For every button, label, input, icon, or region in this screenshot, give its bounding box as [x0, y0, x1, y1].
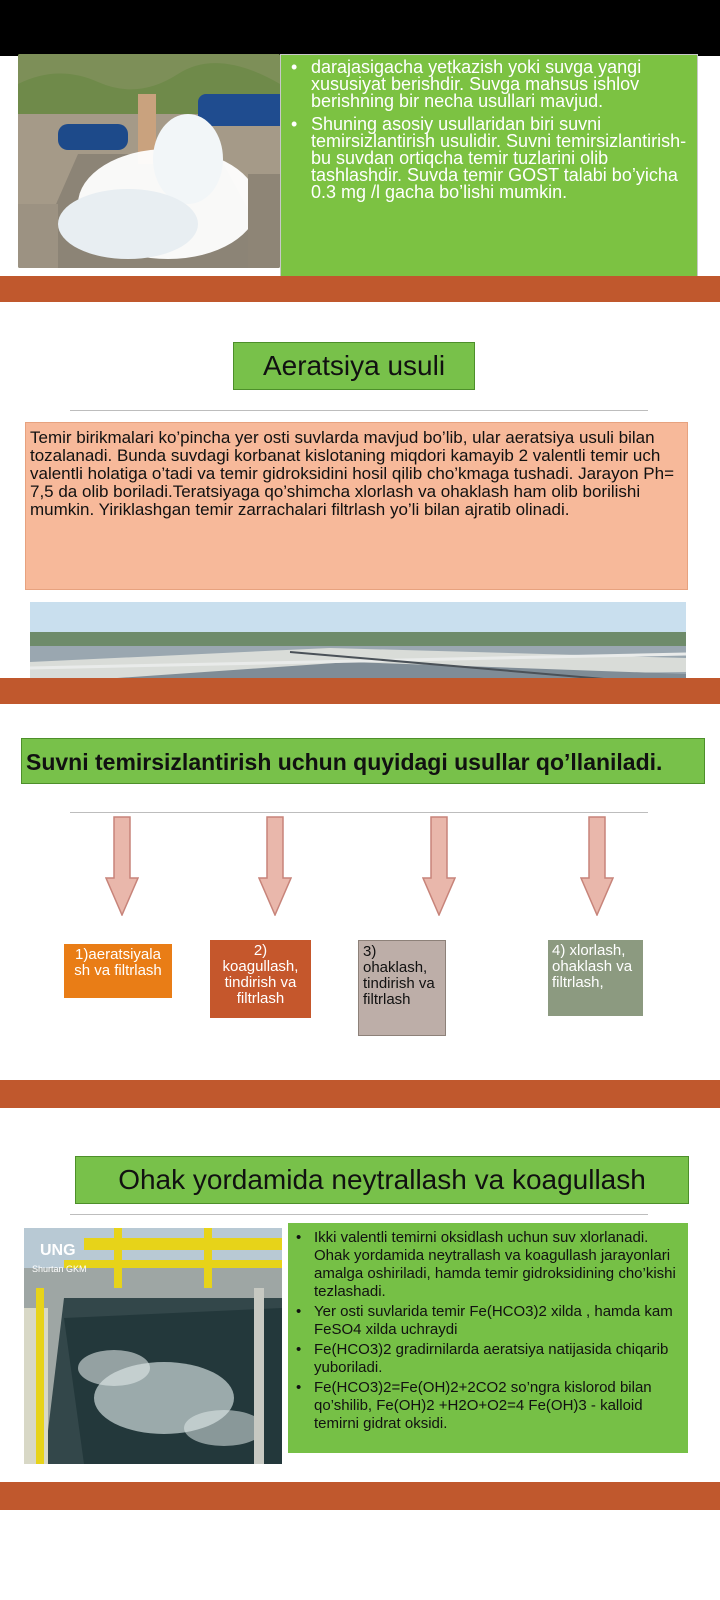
section-rule-3 [70, 1214, 648, 1215]
method-1-box: 1)aeratsiyala sh va filtrlash [64, 944, 172, 998]
method-2-box: 2) koagullash, tindirish va filtrlash [210, 940, 311, 1018]
intro-bullet-2: • Shuning asosiy usullaridan biri suvni temirsizlantirish usulidir. Suvni temirsizlantirish- bu suvdan ortiqcha temir tuzlarini olib tashlashdir. Suvda temir GOST talabi bo’yicha 0.3 mg /l gacha bo’lishi mumkin. [311, 116, 689, 201]
lime-bullet-3: • Fe(HCO3)2 gradirnilarda aeratsiya natijasida chiqarib yuboriladi. [314, 1341, 682, 1377]
intro-bullet-1: • darajasigacha yetkazish yoki suvga yangi xususiyat berishdir. Suvga mahsus ishlov berishning bir necha usullari mavjud. [311, 59, 689, 110]
top-bar [0, 0, 720, 56]
lime-bullet-2: • Yer osti suvlarida temir Fe(HCO3)2 xilda , hamda kam FeSO4 xilda uchraydi [314, 1303, 682, 1339]
down-arrow-2-icon [258, 816, 292, 916]
company-logo-text: UNG [40, 1242, 76, 1259]
aeration-paragraph: Temir birikmalari ko’pincha yer osti suvlarda mavjud bo’lib, ular aeratsiya usuli bilan tozalanadi. Bunda suvdagi korbanat kislotaning miqdori kamayib 2 valentli temir uch valentli holatiga o’tadi va temir gidroksidini hosil qilib cho’kmaga tushadi. Jarayon Ph= 7,5 da olib boriladi.Teratsiyaga qo’shimcha xlorlash va ohaklash ham olib borilishi mumkin. Yiriklashgan temir zarrachalari filtrlash yo’li bilan ajratib olinadi. [25, 422, 688, 590]
aeration-title: Aeratsiya usuli [233, 342, 475, 390]
water-pipe-image [18, 54, 280, 268]
lime-bullet-4: • Fe(HCO3)2=Fe(OH)2+2CO2 so’ngra kislorod bilan qo’shilib, Fe(OH)2 +H2O+O2=4 Fe(OH)3 - kalloid temirni gidrat oksidi. [314, 1379, 682, 1433]
down-arrow-4-icon [580, 816, 614, 916]
intro-text-box [280, 54, 698, 280]
lime-text-box [288, 1223, 688, 1453]
divider-band-2 [0, 678, 720, 704]
method-4-box: 4) xlorlash, ohaklash va filtrlash, [548, 940, 643, 1016]
divider-band-1 [0, 276, 720, 302]
methods-title: Suvni temirsizlantirish uchun quyidagi usullar qo’llaniladi. [21, 738, 705, 784]
lime-neutralization-title: Ohak yordamida neytrallash va koagullash [75, 1156, 689, 1204]
divider-band-3 [0, 1080, 720, 1108]
clarifier-photo [24, 1228, 282, 1464]
method-3-box: 3) ohaklash, tindirish va filtrlash [358, 940, 446, 1036]
divider-band-4 [0, 1482, 720, 1510]
section-rule-2 [70, 812, 648, 813]
water-pipe-photo [18, 54, 280, 268]
company-logo-subtext: Shurtan GKM [32, 1264, 87, 1274]
section-rule-1 [70, 410, 648, 411]
down-arrow-3-icon [422, 816, 456, 916]
lime-bullet-1: • Ikki valentli temirni oksidlash uchun suv xlorlanadi. Ohak yordamida neytrallash va koagullash jarayonlari amalga oshiriladi, hamda temir gidroksidining cho’kishi tezlashadi. [314, 1229, 682, 1301]
down-arrow-1-icon [105, 816, 139, 916]
